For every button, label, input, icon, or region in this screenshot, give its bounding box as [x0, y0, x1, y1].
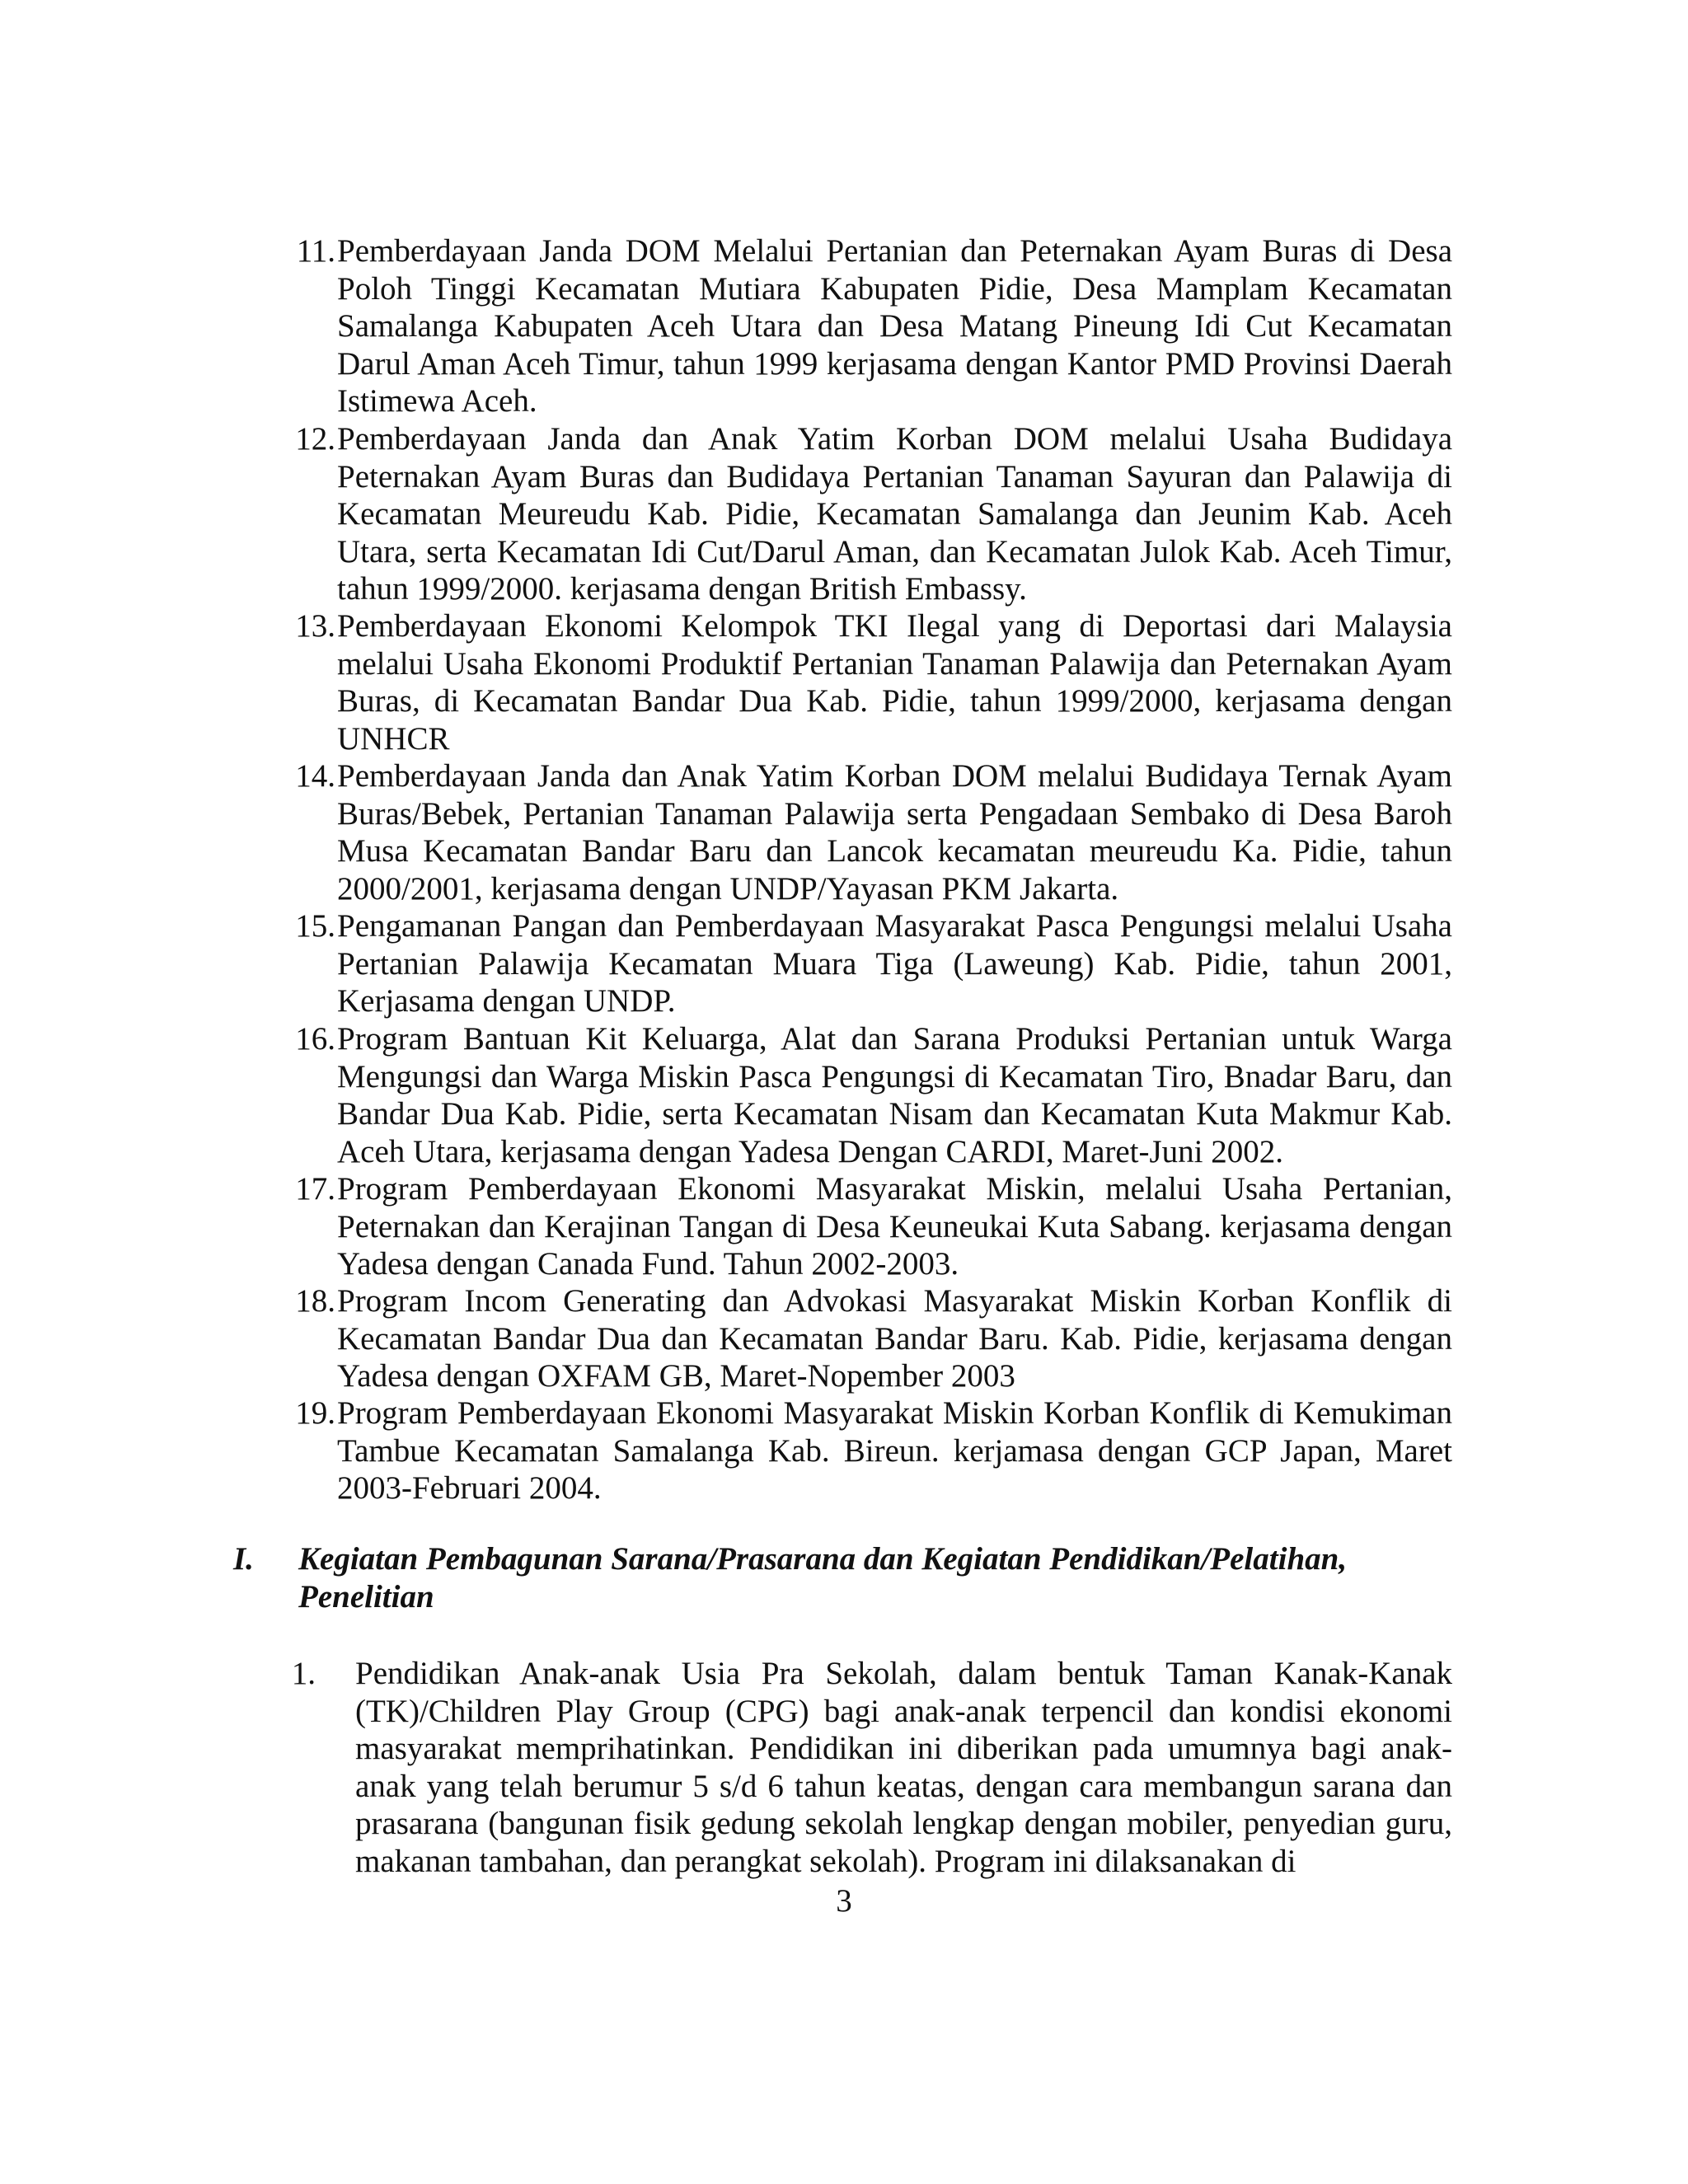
item-number: 16.	[295, 1021, 335, 1057]
list-item-15	[286, 907, 1452, 1020]
list-item-11	[286, 232, 1452, 420]
list-item-13	[286, 607, 1452, 757]
item-text: Program Pemberdayaan Ekonomi Masyarakat Miskin Korban Konflik di Kemukiman Tambue Kecamatan Samalanga Kab. Bireun. kerjamasa dengan GCP Japan, Maret 2003-Februari 2004.	[337, 1395, 1452, 1506]
item-text: Program Bantuan Kit Keluarga, Alat dan Sarana Produksi Pertanian untuk Warga Mengungsi dan Warga Miskin Pasca Pengungsi di Kecamatan Tiro, Bnadar Baru, dan Bandar Dua Kab. Pidie, serta Kecamatan Nisam dan Kecamatan Kuta Makmur Kab. Aceh Utara, kerjasama dengan Yadesa Dengan CARDI, Maret-Juni 2002.	[337, 1021, 1452, 1169]
item-number: 18.	[295, 1283, 335, 1319]
list-item-17	[286, 1170, 1452, 1283]
item-text: Program Incom Generating dan Advokasi Masyarakat Miskin Korban Konflik di Kecamatan Bandar Dua dan Kecamatan Bandar Baru. Kab. Pidie, kerjasama dengan Yadesa dengan OXFAM GB, Maret-Nopember 2003	[337, 1283, 1452, 1394]
list-item-12	[286, 420, 1452, 608]
section-heading	[233, 1540, 1452, 1615]
item-number: 12.	[295, 421, 335, 457]
page-number: 3	[836, 1883, 852, 1919]
item-text: Pengamanan Pangan dan Pemberdayaan Masyarakat Pasca Pengungsi melalui Usaha Pertanian Palawija Kecamatan Muara Tiga (Laweung) Kab. Pidie, tahun 2001, Kerjasama dengan UNDP.	[337, 908, 1452, 1019]
list-item-16	[286, 1020, 1452, 1170]
item-text: Program Pemberdayaan Ekonomi Masyarakat Miskin, melalui Usaha Pertanian, Peternakan dan Kerajinan Tangan di Desa Keuneukai Kuta Sabang. kerjasama dengan Yadesa dengan Canada Fund. Tahun 2002-2003.	[337, 1171, 1452, 1282]
item-number: 11.	[296, 233, 335, 269]
item-text: Pemberdayaan Janda dan Anak Yatim Korban DOM melalui Usaha Budidaya Peternakan Ayam Buras dan Budidaya Pertanian Tanaman Sayuran dan Palawija di Kecamatan Meureudu Kab. Pidie, Kecamatan Samalanga dan Jeunim Kab. Aceh Utara, serta Kecamatan Idi Cut/Darul Aman, dan Kecamatan Julok Kab. Aceh Timur, tahun 1999/2000. kerjasama dengan British Embassy.	[337, 421, 1452, 607]
list-item-14	[286, 757, 1452, 907]
item-number: 1.	[291, 1656, 316, 1691]
item-number: 19.	[295, 1395, 335, 1431]
item-text: Pemberdayaan Janda dan Anak Yatim Korban DOM melalui Budidaya Ternak Ayam Buras/Bebek, Pertanian Tanaman Palawija serta Pengadaan Sembako di Desa Baroh Musa Kecamatan Bandar Baru dan Lancok kecamatan meureudu Ka. Pidie, tahun 2000/2001, kerjasama dengan UNDP/Yayasan PKM Jakarta.	[337, 758, 1452, 907]
item-number: 17.	[295, 1171, 335, 1207]
item-number: 15.	[295, 908, 335, 944]
item-text: Pemberdayaan Ekonomi Kelompok TKI Ilegal yang di Deportasi dari Malaysia melalui Usaha Ekonomi Produktif Pertanian Tanaman Palawija dan Peternakan Ayam Buras, di Kecamatan Bandar Dua Kab. Pidie, tahun 1999/2000, kerjasama dengan UNHCR	[337, 608, 1452, 757]
list-item-19	[286, 1394, 1452, 1507]
item-number: 14.	[295, 758, 335, 794]
item-text: Pendidikan Anak-anak Usia Pra Sekolah, dalam bentuk Taman Kanak-Kanak (TK)/Children Play Group (CPG) bagi anak-anak terpencil dan kondisi ekonomi masyarakat memprihatinkan. Pendidikan ini diberikan pada umumnya bagi anak-anak yang telah berumur 5 s/d 6 tahun keatas, dengan cara membangun sarana dan prasarana (bangunan fisik gedung sekolah lengkap dengan mobiler, penyedian guru, makanan tambahan, dan perangkat sekolah). Program ini dilaksanakan di	[355, 1656, 1452, 1879]
section-item-1	[286, 1655, 1452, 1880]
item-number: 13.	[295, 608, 335, 644]
list-item-18	[286, 1282, 1452, 1395]
section-title: Kegiatan Pembagunan Sarana/Prasarana dan Kegiatan Pendidikan/Pelatihan, Penelitian	[298, 1541, 1348, 1615]
item-text: Pemberdayaan Janda DOM Melalui Pertanian dan Peternakan Ayam Buras di Desa Poloh Tinggi Kecamatan Mutiara Kabupaten Pidie, Desa Mamplam Kecamatan Samalanga Kabupaten Aceh Utara dan Desa Matang Pineung Idi Cut Kecamatan Darul Aman Aceh Timur, tahun 1999 kerjasama dengan Kantor PMD Provinsi Daerah Istimewa Aceh.	[337, 233, 1452, 419]
section-marker: I.	[233, 1541, 254, 1577]
